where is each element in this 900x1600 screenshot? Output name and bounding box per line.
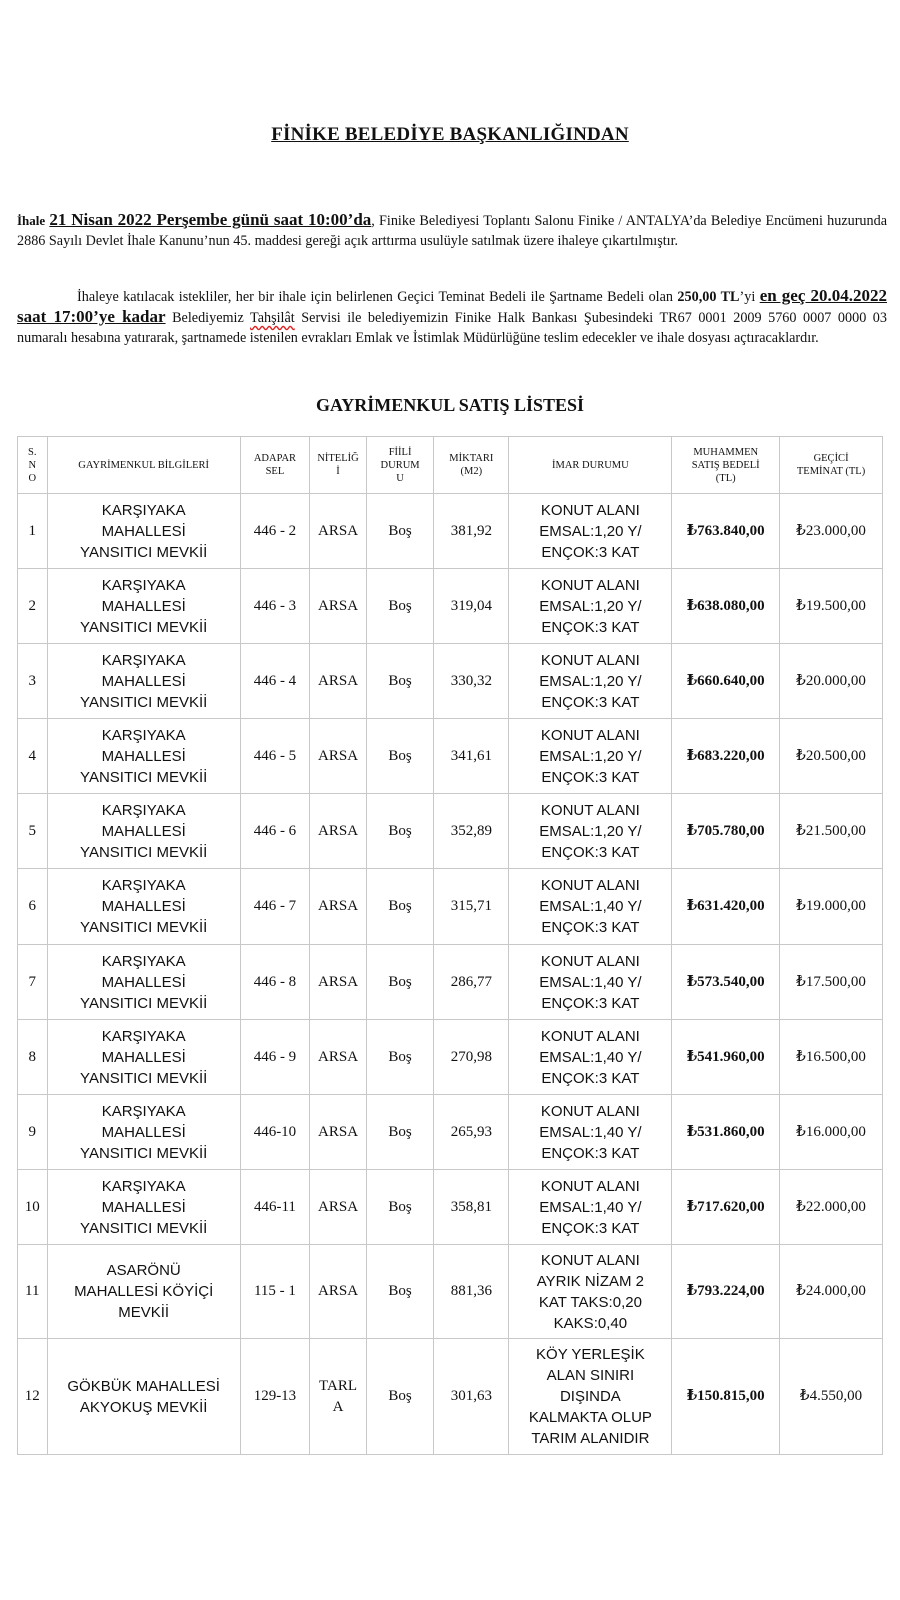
property-info: KARŞIYAKA MAHALLESİ YANSITICI MEVKİİ: [47, 1170, 240, 1245]
property-info: KARŞIYAKA MAHALLESİ YANSITICI MEVKİİ: [47, 794, 240, 869]
header-zoning: İMAR DURUMU: [509, 437, 672, 494]
area-m2: 341,61: [434, 719, 509, 794]
area-m2: 352,89: [434, 794, 509, 869]
estimated-price: ₺717.620,00: [672, 1170, 780, 1245]
property-type: ARSA: [310, 1245, 367, 1339]
list-title: GAYRİMENKUL SATIŞ LİSTESİ: [315, 395, 585, 415]
table-row: [18, 1170, 883, 1245]
property-type: TARL A: [310, 1339, 367, 1455]
header-status: FİİLİ DURUM U: [367, 437, 434, 494]
property-type: ARSA: [310, 494, 367, 569]
row-number: 2: [18, 569, 48, 644]
estimated-price: ₺638.080,00: [672, 569, 780, 644]
row-number: 1: [18, 494, 48, 569]
property-info: GÖKBÜK MAHALLESİ AKYOKUŞ MEVKİİ: [47, 1339, 240, 1455]
row-number: 3: [18, 644, 48, 719]
parcel-number: 446-10: [240, 1095, 309, 1170]
zoning-status: KONUT ALANI EMSAL:1,40 Y/ ENÇOK:3 KAT: [509, 1020, 672, 1095]
actual-status: Boş: [367, 719, 434, 794]
temporary-deposit: ₺20.000,00: [780, 644, 883, 719]
parcel-number: 115 - 1: [240, 1245, 309, 1339]
actual-status: Boş: [367, 1095, 434, 1170]
temporary-deposit: ₺21.500,00: [780, 794, 883, 869]
parcel-number: 446-11: [240, 1170, 309, 1245]
property-info: KARŞIYAKA MAHALLESİ YANSITICI MEVKİİ: [47, 1020, 240, 1095]
notice-part1: İhaleye katılacak istekliler, her bir ihale için belirlenen Geçici Teminat Bedeli ile Şartname Bedeli olan: [77, 289, 678, 305]
area-m2: 301,63: [434, 1339, 509, 1455]
property-table: [17, 436, 883, 1455]
property-type: ARSA: [310, 869, 367, 945]
zoning-status: KONUT ALANI EMSAL:1,20 Y/ ENÇOK:3 KAT: [509, 569, 672, 644]
actual-status: Boş: [367, 869, 434, 945]
table-row: [18, 1339, 883, 1455]
parcel-number: 446 - 4: [240, 644, 309, 719]
document-title: FİNİKE BELEDİYE BAŞKANLIĞINDAN: [271, 124, 629, 145]
parcel-number: 446 - 3: [240, 569, 309, 644]
estimated-price: ₺705.780,00: [672, 794, 780, 869]
table-row: [18, 794, 883, 869]
notice-part2: ’yi: [739, 289, 760, 305]
row-number: 9: [18, 1095, 48, 1170]
auction-date: 21 Nisan 2022 Perşembe günü saat 10:00’da: [49, 210, 372, 229]
estimated-price: ₺631.420,00: [672, 869, 780, 945]
estimated-price: ₺573.540,00: [672, 945, 780, 1020]
temporary-deposit: ₺22.000,00: [780, 1170, 883, 1245]
property-type: ARSA: [310, 569, 367, 644]
area-m2: 315,71: [434, 869, 509, 945]
area-m2: 265,93: [434, 1095, 509, 1170]
zoning-status: KONUT ALANI AYRIK NİZAM 2 KAT TAKS:0,20 KAKS:0,40: [509, 1245, 672, 1339]
property-type: ARSA: [310, 794, 367, 869]
row-number: 7: [18, 945, 48, 1020]
header-sno: S. N O: [18, 437, 48, 494]
area-m2: 270,98: [434, 1020, 509, 1095]
zoning-status: KONUT ALANI EMSAL:1,40 Y/ ENÇOK:3 KAT: [509, 869, 672, 945]
property-info: KARŞIYAKA MAHALLESİ YANSITICI MEVKİİ: [47, 569, 240, 644]
zoning-status: KONUT ALANI EMSAL:1,40 Y/ ENÇOK:3 KAT: [509, 1170, 672, 1245]
actual-status: Boş: [367, 1339, 434, 1455]
temporary-deposit: ₺16.500,00: [780, 1020, 883, 1095]
actual-status: Boş: [367, 494, 434, 569]
property-info: KARŞIYAKA MAHALLESİ YANSITICI MEVKİİ: [47, 644, 240, 719]
zoning-status: KONUT ALANI EMSAL:1,20 Y/ ENÇOK:3 KAT: [509, 644, 672, 719]
header-type: NİTELİĞ İ: [310, 437, 367, 494]
actual-status: Boş: [367, 945, 434, 1020]
property-info: KARŞIYAKA MAHALLESİ YANSITICI MEVKİİ: [47, 945, 240, 1020]
notice-part4: Servisi ile belediyemizin Finike Halk Bankası Şubesindeki TR67 0001 2009 5760 0007 0000 03 numaralı hesabına yatırarak, şartnamede istenilen evrakları Emlak ve İstimlak Müdürlüğüne teslim edecekler ve ihale dosyası açtıracaklardır.: [17, 310, 887, 346]
row-number: 10: [18, 1170, 48, 1245]
row-number: 5: [18, 794, 48, 869]
actual-status: Boş: [367, 644, 434, 719]
area-m2: 881,36: [434, 1245, 509, 1339]
parcel-number: 446 - 5: [240, 719, 309, 794]
office-name: Tahşilât: [250, 310, 295, 326]
property-info: ASARÖNÜ MAHALLESİ KÖYİÇİ MEVKİİ: [47, 1245, 240, 1339]
zoning-status: KONUT ALANI EMSAL:1,20 Y/ ENÇOK:3 KAT: [509, 719, 672, 794]
area-m2: 319,04: [434, 569, 509, 644]
parcel-number: 446 - 7: [240, 869, 309, 945]
temporary-deposit: ₺19.500,00: [780, 569, 883, 644]
zoning-status: KONUT ALANI EMSAL:1,40 Y/ ENÇOK:3 KAT: [509, 1095, 672, 1170]
estimated-price: ₺541.960,00: [672, 1020, 780, 1095]
temporary-deposit: ₺16.000,00: [780, 1095, 883, 1170]
header-parcel: ADAPAR SEL: [240, 437, 309, 494]
estimated-price: ₺150.815,00: [672, 1339, 780, 1455]
estimated-price: ₺793.224,00: [672, 1245, 780, 1339]
temporary-deposit: ₺24.000,00: [780, 1245, 883, 1339]
table-row: [18, 719, 883, 794]
zoning-status: KÖY YERLEŞİK ALAN SINIRI DIŞINDA KALMAKTA OLUP TARIM ALANIDIR: [509, 1339, 672, 1455]
table-row: [18, 494, 883, 569]
actual-status: Boş: [367, 569, 434, 644]
table-row: [18, 644, 883, 719]
intro-lead: İhale: [17, 213, 46, 228]
property-type: ARSA: [310, 1170, 367, 1245]
area-m2: 330,32: [434, 644, 509, 719]
header-price: MUHAMMEN SATIŞ BEDELİ (TL): [672, 437, 780, 494]
row-number: 4: [18, 719, 48, 794]
table-row: [18, 1245, 883, 1339]
temporary-deposit: ₺17.500,00: [780, 945, 883, 1020]
row-number: 8: [18, 1020, 48, 1095]
property-type: ARSA: [310, 719, 367, 794]
area-m2: 358,81: [434, 1170, 509, 1245]
temporary-deposit: ₺23.000,00: [780, 494, 883, 569]
area-m2: 286,77: [434, 945, 509, 1020]
parcel-number: 446 - 6: [240, 794, 309, 869]
property-type: ARSA: [310, 1020, 367, 1095]
table-row: [18, 569, 883, 644]
property-type: ARSA: [310, 644, 367, 719]
table-row: [18, 869, 883, 945]
parcel-number: 446 - 2: [240, 494, 309, 569]
notice-part3: Belediyemiz: [165, 310, 251, 326]
header-info: GAYRİMENKUL BİLGİLERİ: [47, 437, 240, 494]
estimated-price: ₺531.860,00: [672, 1095, 780, 1170]
zoning-status: KONUT ALANI EMSAL:1,20 Y/ ENÇOK:3 KAT: [509, 794, 672, 869]
row-number: 6: [18, 869, 48, 945]
header-deposit: GEÇİCİ TEMİNAT (TL): [780, 437, 883, 494]
zoning-status: KONUT ALANI EMSAL:1,40 Y/ ENÇOK:3 KAT: [509, 945, 672, 1020]
actual-status: Boş: [367, 1020, 434, 1095]
row-number: 12: [18, 1339, 48, 1455]
actual-status: Boş: [367, 1170, 434, 1245]
temporary-deposit: ₺4.550,00: [780, 1339, 883, 1455]
temporary-deposit: ₺20.500,00: [780, 719, 883, 794]
estimated-price: ₺683.220,00: [672, 719, 780, 794]
deadline: en geç 20.04.2022 saat 17:00’ye kadar: [17, 286, 887, 326]
property-type: ARSA: [310, 945, 367, 1020]
property-info: KARŞIYAKA MAHALLESİ YANSITICI MEVKİİ: [47, 1095, 240, 1170]
property-info: KARŞIYAKA MAHALLESİ YANSITICI MEVKİİ: [47, 869, 240, 945]
zoning-status: KONUT ALANI EMSAL:1,20 Y/ ENÇOK:3 KAT: [509, 494, 672, 569]
temporary-deposit: ₺19.000,00: [780, 869, 883, 945]
spec-fee: 250,00 TL: [677, 289, 740, 305]
parcel-number: 446 - 8: [240, 945, 309, 1020]
notice-paragraph: [17, 286, 887, 348]
property-info: KARŞIYAKA MAHALLESİ YANSITICI MEVKİİ: [47, 719, 240, 794]
property-info: KARŞIYAKA MAHALLESİ YANSITICI MEVKİİ: [47, 494, 240, 569]
intro-rest: , Finike Belediyesi Toplantı Salonu Finike / ANTALYA’da Belediye Encümeni huzurunda 2886 Sayılı Devlet İhale Kanunu’nun 45. maddesi gereği açık arttırma usulüyle satılmak üzere ihaleye çıkartılmıştır.: [17, 213, 888, 249]
parcel-number: 129-13: [240, 1339, 309, 1455]
header-area: MİKTARI (M2): [434, 437, 509, 494]
table-row: [18, 1095, 883, 1170]
estimated-price: ₺763.840,00: [672, 494, 780, 569]
intro-paragraph: [17, 210, 887, 251]
parcel-number: 446 - 9: [240, 1020, 309, 1095]
property-type: ARSA: [310, 1095, 367, 1170]
table-header-row: [18, 437, 883, 494]
estimated-price: ₺660.640,00: [672, 644, 780, 719]
row-number: 11: [18, 1245, 48, 1339]
actual-status: Boş: [367, 794, 434, 869]
table-row: [18, 1020, 883, 1095]
actual-status: Boş: [367, 1245, 434, 1339]
table-row: [18, 945, 883, 1020]
area-m2: 381,92: [434, 494, 509, 569]
